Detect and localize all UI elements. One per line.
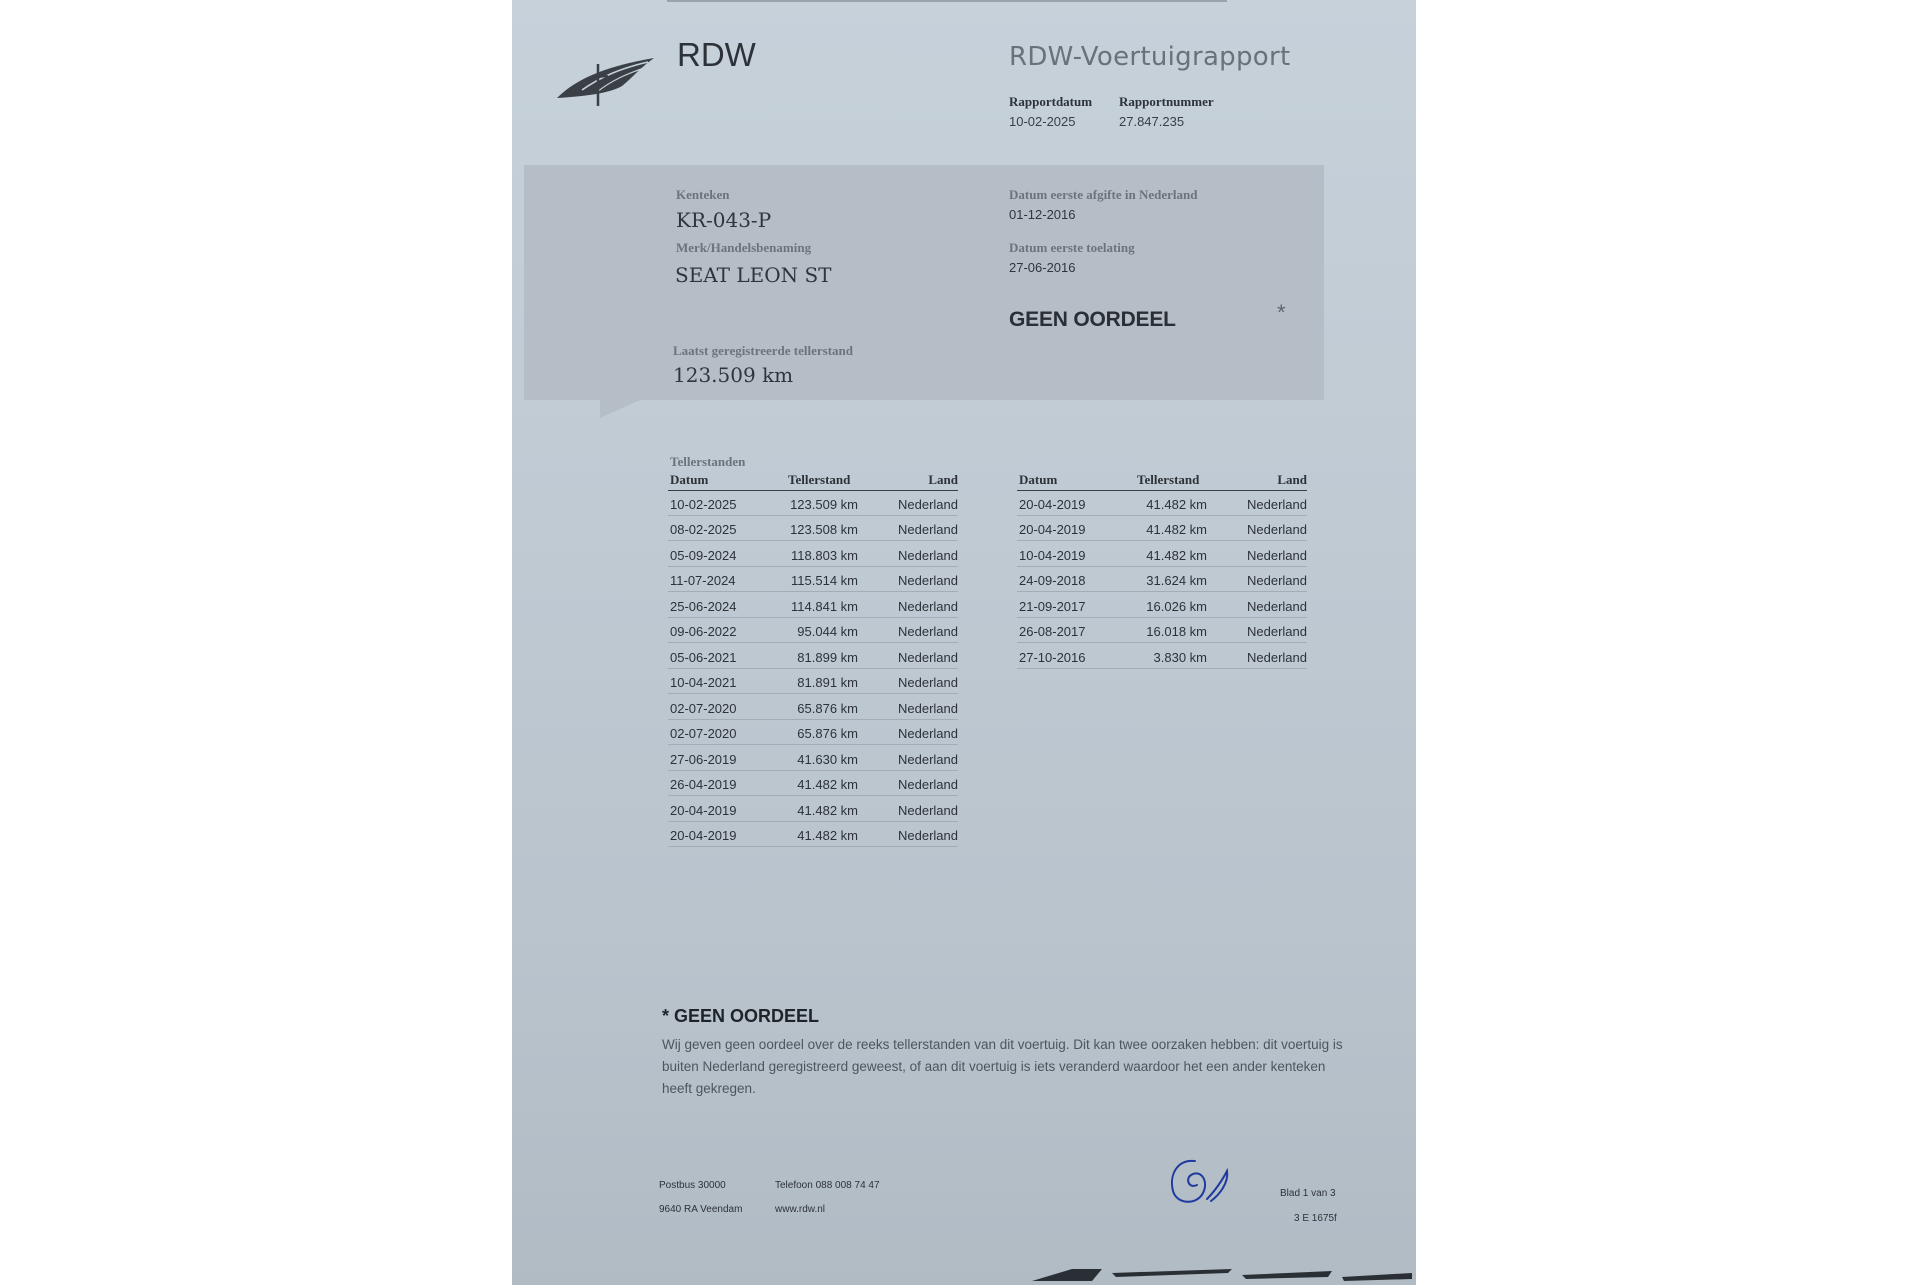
footer-web[interactable]: www.rdw.nl [775,1204,826,1215]
row-reading: 118.803 km [791,547,858,563]
row-country: Nederland [898,522,958,537]
row-date: 10-02-2025 [670,496,737,512]
row-country: Nederland [898,624,958,639]
odometer-table-right [1017,468,1307,670]
row-date: 10-04-2021 [670,675,737,690]
row-date: 21-09-2017 [1019,598,1086,614]
note-text: Wij geven geen oordeel over de reeks tellerstanden van dit voertuig. Dit kan twee oorzaken hebben: dit voertuig is buiten Nederland geregistreerd geweest, of aan dit voertuig is iets veranderd waardoor het een ander kenteken heeft gekregen. [662,1037,1343,1096]
panel-notch [600,400,640,418]
row-reading: 3.830 km [1153,649,1207,665]
table-row [668,695,958,720]
row-country: Nederland [898,598,958,614]
report-number-block [1119,94,1214,129]
row-reading: 123.509 km [790,496,858,512]
note-title: * GEEN OORDEEL [662,1006,820,1026]
report-number: 27.847.235 [1119,114,1185,129]
row-reading: 65.876 km [797,726,858,741]
first-issue-label: Datum eerste afgifte in Nederland [1009,187,1198,202]
row-date: 20-04-2019 [1019,496,1086,512]
footer-page-number: Blad 1 van 3 [1280,1188,1336,1199]
table-row [1017,593,1307,618]
row-reading: 16.026 km [1146,598,1207,614]
row-date: 20-04-2019 [1019,522,1086,537]
make-value: SEAT LEON ST [675,263,832,287]
row-reading: 41.482 km [1146,547,1207,563]
row-country: Nederland [1247,649,1307,665]
row-reading: 95.044 km [797,624,858,639]
vehicle-summary-panel [524,165,1324,400]
plate-value: KR-043-P [676,208,772,232]
row-date: 20-04-2019 [670,828,737,843]
row-country: Nederland [898,828,958,843]
table-row [668,568,958,593]
verdict-badge: GEEN OORDEEL [1009,308,1176,331]
table-row [1017,644,1307,669]
row-date: 09-06-2022 [670,624,737,639]
row-country: Nederland [1247,598,1307,614]
first-admission-value: 27-06-2016 [1009,260,1076,275]
row-country: Nederland [898,751,958,767]
table-row [1017,568,1307,593]
row-country: Nederland [1247,547,1307,563]
brand-name: RDW [677,36,756,73]
table-row [668,772,958,797]
row-country: Nederland [898,700,958,716]
row-date: 08-02-2025 [670,522,737,537]
row-date: 25-06-2024 [670,598,737,614]
table-row [668,593,958,618]
table-row [668,746,958,771]
row-reading: 41.482 km [797,777,858,792]
row-country: Nederland [1247,624,1307,639]
table-row [668,491,958,516]
col-date: Datum [1019,472,1058,487]
last-odometer-label: Laatst geregistreerde tellerstand [673,343,854,358]
report-date: 10-02-2025 [1009,114,1076,129]
row-reading: 41.482 km [1146,496,1207,512]
row-date: 27-10-2016 [1019,649,1086,665]
report-page [512,0,1416,1285]
document-title: RDW-Voertuigrapport [1009,42,1291,72]
col-country: Land [1277,472,1307,487]
table-row [668,619,958,644]
row-reading: 41.630 km [797,751,858,767]
odometer-table-left [668,468,958,848]
col-reading: Tellerstand [788,472,851,487]
row-date: 26-04-2019 [670,777,737,792]
row-date: 20-04-2019 [670,802,737,818]
row-reading: 31.624 km [1146,573,1207,588]
table-row [1017,491,1307,516]
rdw-logo-icon [552,50,662,110]
row-reading: 114.841 km [791,598,858,614]
col-country: Land [928,472,958,487]
row-country: Nederland [898,777,958,792]
row-country: Nederland [898,649,958,665]
row-country: Nederland [1247,496,1307,512]
row-reading: 123.508 km [790,522,858,537]
row-reading: 81.891 km [797,675,858,690]
table-row [668,542,958,567]
row-reading: 65.876 km [797,700,858,716]
row-reading: 16.018 km [1146,624,1207,639]
footer-city: 9640 RA Veendam [659,1204,743,1215]
row-date: 26-08-2017 [1019,624,1086,639]
report-number-label: Rapportnummer [1119,94,1214,109]
row-date: 05-06-2021 [670,649,737,665]
footer-phone: Telefoon 088 008 74 47 [775,1180,880,1191]
first-issue-value: 01-12-2016 [1009,207,1076,222]
row-country: Nederland [898,573,958,588]
table-row [668,644,958,669]
row-date: 05-09-2024 [670,547,737,563]
row-reading: 81.899 km [797,649,858,665]
footer-postbus: Postbus 30000 [659,1180,726,1191]
row-reading: 41.482 km [797,828,858,843]
table-header [1017,468,1307,491]
verdict-asterisk: * [1277,300,1286,325]
odometer-table-title: Tellerstanden [670,454,746,469]
table-row [1017,517,1307,542]
last-odometer-value: 123.509 km [673,363,794,387]
table-row [668,797,958,822]
row-date: 27-06-2019 [670,751,737,767]
make-label: Merk/Handelsbenaming [676,240,812,255]
signature-icon [1167,1155,1237,1210]
footer-code: 3 E 1675f [1294,1213,1337,1224]
table-row [668,823,958,848]
col-date: Datum [670,472,709,487]
row-country: Nederland [898,726,958,741]
row-country: Nederland [898,547,958,563]
row-country: Nederland [1247,522,1307,537]
row-country: Nederland [1247,573,1307,588]
row-date: 24-09-2018 [1019,573,1086,588]
table-row [668,670,958,695]
row-date: 11-07-2024 [670,573,736,588]
report-date-label: Rapportdatum [1009,94,1093,109]
bottom-bar-graphic [1032,1255,1412,1285]
row-reading: 41.482 km [797,802,858,818]
row-country: Nederland [898,496,958,512]
row-reading: 115.514 km [791,573,858,588]
row-date: 10-04-2019 [1019,547,1086,563]
plate-label: Kenteken [676,187,730,202]
row-date: 02-07-2020 [670,726,737,741]
table-row [668,517,958,542]
row-date: 02-07-2020 [670,700,737,716]
report-date-block [1009,94,1092,129]
table-row [1017,542,1307,567]
top-edge-line [667,0,1227,2]
row-country: Nederland [898,675,958,690]
row-reading: 41.482 km [1146,522,1207,537]
table-row [668,721,958,746]
first-admission-label: Datum eerste toelating [1009,240,1135,255]
table-header [668,468,958,491]
table-row [1017,619,1307,644]
row-country: Nederland [898,802,958,818]
col-reading: Tellerstand [1137,472,1200,487]
